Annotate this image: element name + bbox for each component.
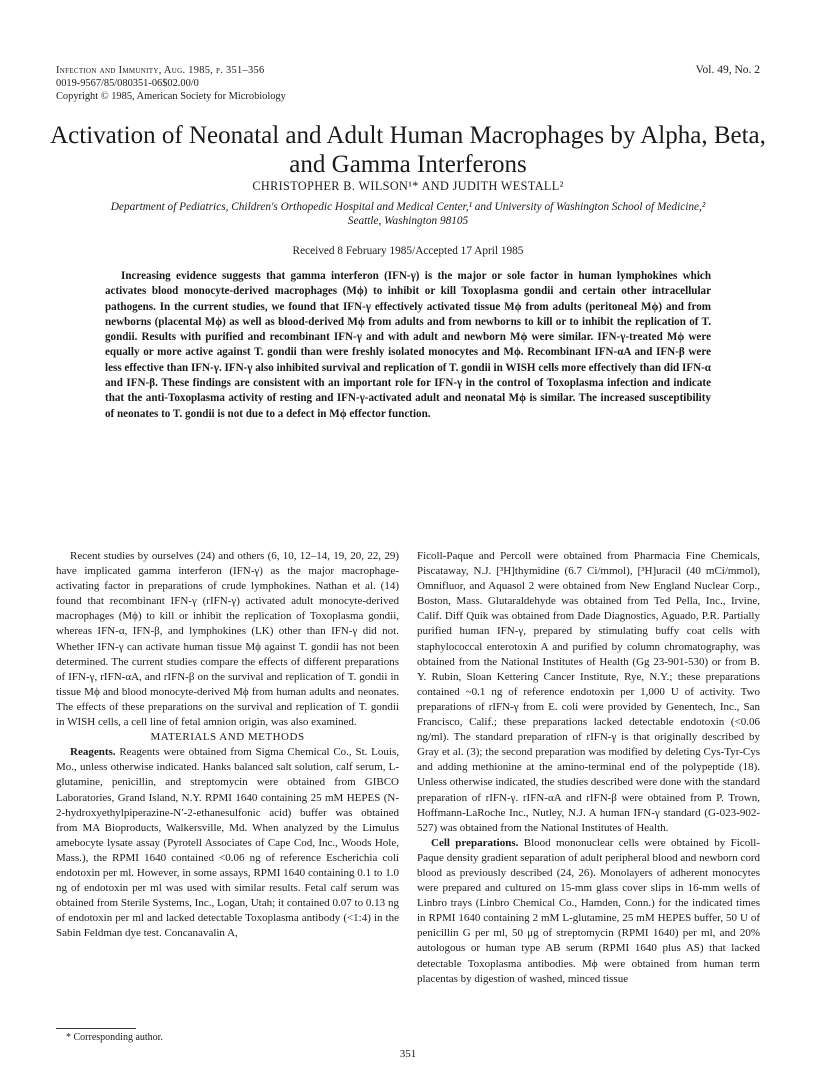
volume-label: Vol. 49, No. 2 <box>695 64 760 76</box>
copyright-line: Copyright © 1985, American Society for Microbiology <box>56 91 286 102</box>
left-column <box>56 549 399 941</box>
journal-line: Infection and Immunity, Aug. 1985, p. 351–356 <box>56 65 265 76</box>
continued-paragraph: Ficoll-Paque and Percoll were obtained from Pharmacia Fine Chemicals, Piscataway, N.J. [³H]thymidine (6.7 Ci/mmol), [³H]uracil (40 mCi/mmol), Omnifluor, and Aquasol 2 were obtained from New England Nuclear Corp., Boston, Mass. Glutaraldehyde was obtained from Ted Pella, Inc., Irvine, Calif. Diff Quik was obtained from Dade Diagnostics, Aguado, P.R. Partially purified human IFN-γ, prepared by stimulating buffy coat cells with staphylococcal enterotoxin A and purified by column chromatography, was obtained from the National Institutes of Health (Gg 23-901-530) or from B. Y. Rubin, Sloan Kettering Cancer Institute, Rye, N.Y.; these preparations contained ~0.1 ng of reference endotoxin per 1,000 U of activity. Two preparations of rIFN-γ from E. coli were provided by Genentech, Inc., San Francisco, Calif.; these preparations lacked detectable endotoxin (<0.06 ng/ml). The standard preparation of rIFN-γ is that originally described by Gray et al. (3); the second preparation was modified by deleting Cys-Tyr-Cys and adding methionine at the amino-terminal end of the polypeptide (18). Unless otherwise indicated, the studies described were done with the standard preparation of rIFN-γ. rIFN-αA and rIFN-β were obtained from P. Trown, Hoffmann-LaRoche Inc., Nutley, N.J. A human IFN-γ standard (G-023-902-527) was obtained from the National Institutes of Health. <box>417 550 760 834</box>
cells-text: Blood mononuclear cells were obtained by Ficoll-Paque density gradient separation of adult peripheral blood and newborn cord blood as previously described (24, 26). Monolayers of adherent monocytes were prepared and cultured on 15-mm glass cover slips in 16-mm wells of Linbro trays (Linbro Chemical Co., Hamden, Conn.) for the indicated times in RPMI 1640 containing 2 mM L-glutamine, 25 mM HEPES buffer, 50 U of penicillin G per ml, 50 μg of streptomycin (RPMI 1640) per ml, and 20% autologous or human type AB serum (RPMI 1640 plus AS) that lacked detectable Toxoplasma antibodies. Mϕ were obtained from human term placentas by digestion of washed, minced tissue <box>417 836 760 985</box>
abstract: Increasing evidence suggests that gamma interferon (IFN-γ) is the major or sole factor in human lymphokines which activates blood monocyte-derived macrophages (Mϕ) to inhibit or kill Toxoplasma gondii and certain other intracellular pathogens. In the current studies, we found that IFN-γ effectively activated tissue Mϕ from adults (peritoneal Mϕ) and from newborns (placental Mϕ) as well as blood-derived Mϕ from adults and from newborns to kill or to inhibit the replication of T. gondii. Results with purified and recombinant IFN-γ and with adult and newborn Mϕ were similar. IFN-γ-treated Mϕ were equally or more active against T. gondii than were freshly isolated monocytes and Mϕ. Recombinant IFN-αA and IFN-β were less effective than IFN-γ. IFN-γ also inhibited survival and replication of T. gondii in WISH cells more effectively than did IFN-α and IFN-β. These findings are consistent with an important role for IFN-γ in the control of Toxoplasma infection and indicate that the anti-Toxoplasma activity of resting and IFN-γ-activated adult and neonatal Mϕ is similar. The increased susceptibility of neonates to T. gondii is not due to a defect in Mϕ effector function. <box>105 270 711 420</box>
footnote-divider <box>56 1028 136 1029</box>
issn-line: 0019-9567/85/080351-06$02.00/0 <box>56 78 199 89</box>
footnote: * Corresponding author. <box>66 1032 163 1043</box>
right-column <box>417 549 760 987</box>
cells-heading: Cell preparations. <box>431 836 519 849</box>
received-date: Received 8 February 1985/Accepted 17 April 1985 <box>292 245 524 257</box>
reagents-text: Reagents were obtained from Sigma Chemical Co., St. Louis, Mo., unless otherwise indicated. Hanks balanced salt solution, calf serum, L-glutamine, penicillin, and streptomycin were obtained from GIBCO Laboratories, Grand Island, N.Y. RPMI 1640 containing 25 mM HEPES (N-2-hydroxyethylpiperazine-N′-2-ethanesulfonic acid) buffer was obtained from MA Bioproducts, Walkersville, Md. When analyzed by the Limulus amebocyte lysate assay (Pyrotell Associates of Cape Cod, Inc., Woods Hole, Mass.), the RPMI 1640 contained <0.06 ng of reference Escherichia coli endotoxin per ml. However, in some assays, RPMI 1640 containing 0.1 to 1.0 ng of endotoxin per ml was used with similar results. Fetal calf serum was obtained from Sterile Systems, Inc., Logan, Utah; it contained 0.07 to 0.13 ng of endotoxin per ml and lacked detectable Toxoplasma antibody (<1:4) in the Sabin Feldman dye test. Concanavalin A, <box>56 746 399 940</box>
header-citation <box>56 64 286 103</box>
article-title: Activation of Neonatal and Adult Human Macrophages by Alpha, Beta, and Gamma Interferons <box>50 122 766 178</box>
section-heading: MATERIALS AND METHODS <box>150 731 305 744</box>
affiliation: Department of Pediatrics, Children's Orthopedic Hospital and Medical Center,¹ and University of Washington School of Medicine,² Seattle, Washington 98105 <box>110 201 706 227</box>
reagents-heading: Reagents. <box>70 746 116 759</box>
intro-paragraph: Recent studies by ourselves (24) and others (6, 10, 12–14, 19, 20, 22, 29) have implicated gamma interferon (IFN-γ) as the major macrophage-activating factor in preparations of crude lymphokines. Nathan et al. (14) found that recombinant IFN-γ (rIFN-γ) activated adult monocyte-derived macrophages (Mϕ) to kill or inhibit the replication of Toxoplasma gondii, whereas IFN-α, IFN-β, and lymphokines (LK) other than IFN-γ did not. Whether IFN-γ can activate human tissue Mϕ against T. gondii has not been determined. The current studies compare the effects of different preparations of IFN-γ, rIFN-αA, and rIFN-β on the survival and replication of T. gondii in tissue Mϕ and blood monocyte-derived Mϕ from human adults and neonates. The effects of these preparations on the survival and replication of T. gondii in WISH cells, a cell line of fetal amnion origin, was also examined. <box>56 550 399 729</box>
page-number: 351 <box>399 1048 417 1060</box>
cells-paragraph <box>417 836 760 987</box>
author-list: CHRISTOPHER B. WILSON¹* AND JUDITH WESTALL² <box>252 179 564 193</box>
reagents-paragraph <box>56 745 399 941</box>
